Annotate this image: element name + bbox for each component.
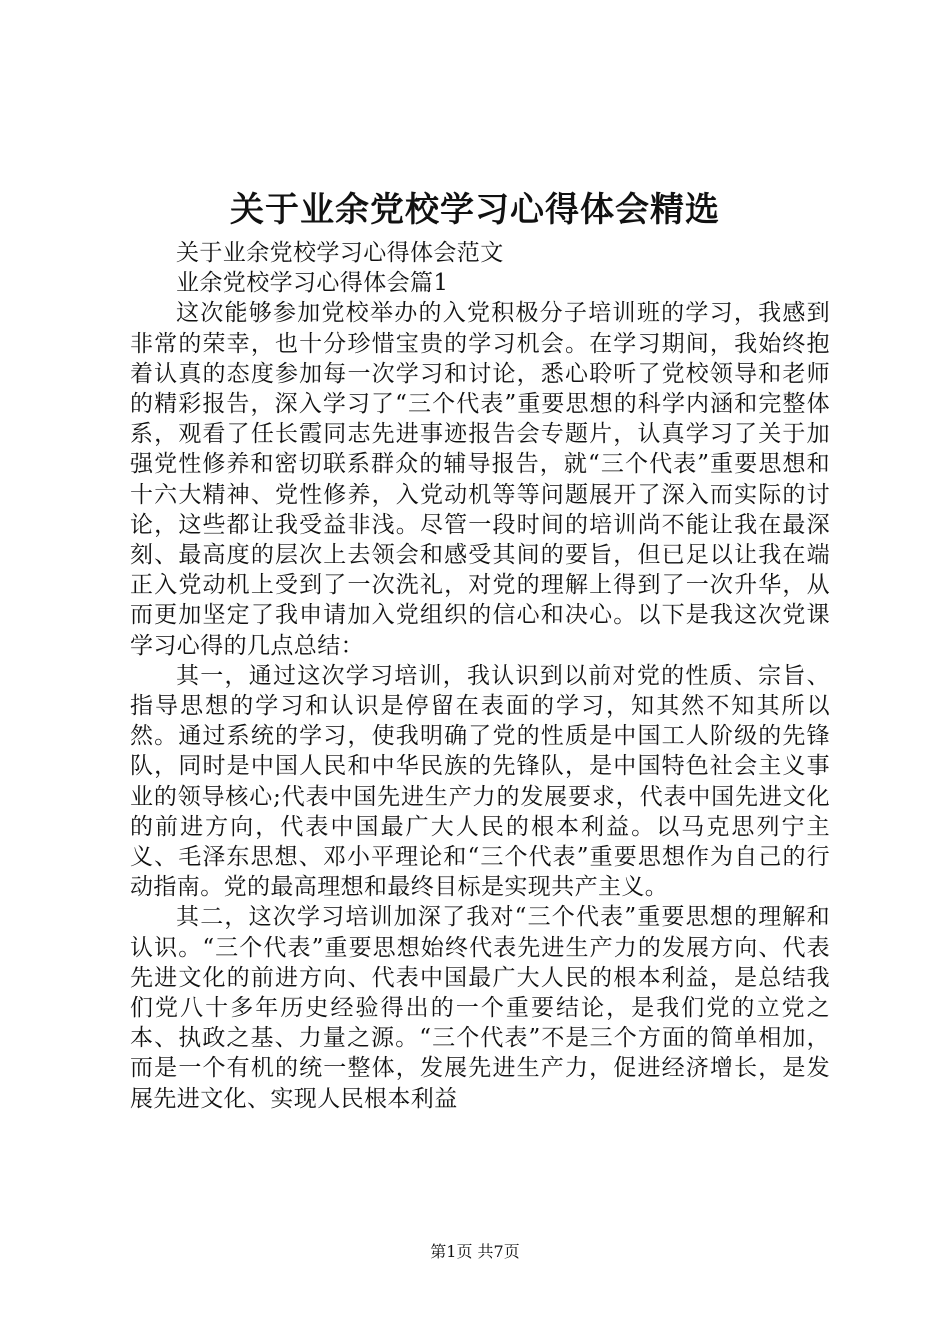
section-heading: 业余党校学习心得体会篇1 bbox=[176, 270, 449, 297]
page-footer: 第1页 共7页 bbox=[430, 1242, 520, 1261]
document-subtitle: 关于业余党校学习心得体会范文 bbox=[176, 240, 504, 266]
document-title: 关于业余党校学习心得体会精选 bbox=[230, 190, 720, 230]
paragraph-3: 其二，这次学习培训加深了我对“三个代表”重要思想的理解和认识。“三个代表”重要思想始终代表先进生产力的发展方向、代表先进文化的前进方向、代表中国最广大人民的根本利益，是总结我们党八十多年历史经验得出的一个重要结论，是我们党的立党之本、执政之基、力量之源。“三个代表”不是三个方面的简单相加，而是一个有机的统一整体，发展先进生产力，促进经济增长，是发展先进文化、实现人民根本利益 bbox=[130, 904, 830, 1112]
paragraph-1: 这次能够参加党校举办的入党积极分子培训班的学习，我感到非常的荣幸，也十分珍惜宝贵的学习机会。在学习期间，我始终抱着认真的态度参加每一次学习和讨论，悉心聆听了党校领导和老师的精彩报告，深入学习了“三个代表”重要思想的科学内涵和完整体系，观看了任长霞同志先进事迹报告会专题片，认真学习了关于加强党性修养和密切联系群众的辅导报告，就“三个代表”重要思想和十六大精神、党性修养，入党动机等等问题展开了深入而实际的讨论，这些都让我受益非浅。尽管一段时间的培训尚不能让我在最深刻、最高度的层次上去领会和感受其间的要旨，但已足以让我在端正入党动机上受到了一次洗礼，对党的理解上得到了一次升华，从而更加坚定了我申请加入党组织的信心和决心。以下是我这次党课学习心得的几点总结： bbox=[130, 300, 830, 659]
document-body bbox=[130, 238, 830, 1114]
paragraph-2: 其一，通过这次学习培训，我认识到以前对党的性质、宗旨、指导思想的学习和认识是停留在表面的学习，知其然不知其所以然。通过系统的学习，使我明确了党的性质是中国工人阶级的先锋队，同时是中国人民和中华民族的先锋队，是中国特色社会主义事业的领导核心;代表中国先进生产力的发展要求，代表中国先进文化的前进方向，代表中国最广大人民的根本利益。以马克思列宁主义、毛泽东思想、邓小平理论和“三个代表”重要思想作为自己的行动指南。党的最高理想和最终目标是实现共产主义。 bbox=[130, 662, 830, 901]
